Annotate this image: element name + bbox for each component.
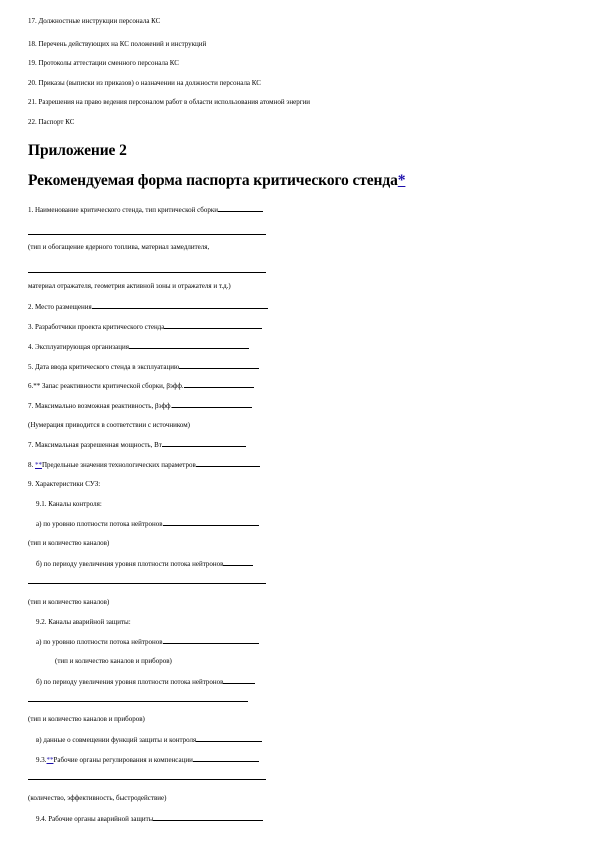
- form-field-9-1b: [36, 559, 253, 569]
- form-field-9-4: [36, 814, 263, 824]
- field-label: 6.** Запас реактивности критической сборки, βэфф.: [28, 382, 184, 390]
- fill-line: [179, 362, 259, 369]
- form-field-4: [28, 342, 249, 352]
- field-note: материал отражателя, геометрия активной зоны и отражателя и т.д.): [28, 282, 231, 290]
- form-field-9-3: [36, 755, 259, 765]
- form-field-7b: [28, 440, 246, 450]
- form-field-7: [28, 401, 252, 411]
- field-note: (количество, эффективность, быстродействие): [28, 794, 167, 802]
- field-prefix: 9.3.: [36, 756, 47, 764]
- field-label: 4. Эксплуатирующая организация: [28, 343, 129, 351]
- list-item: 20. Приказы (выписки из приказов) о назначении на должности персонала КС: [28, 79, 261, 87]
- fill-line: [196, 735, 262, 742]
- form-title-text: Рекомендуемая форма паспорта критического стенда: [28, 172, 398, 189]
- form-field-6: [28, 381, 254, 391]
- form-field-9: 9. Характеристики СУЗ:: [28, 480, 101, 488]
- field-label: б) по периоду увеличения уровня плотности потока нейтронов: [36, 560, 224, 568]
- fill-line: [196, 460, 260, 467]
- form-field-2: [28, 302, 268, 312]
- fill-line: [129, 342, 249, 349]
- fill-line: [163, 637, 259, 644]
- fill-line: [28, 234, 266, 235]
- form-field-1: [28, 205, 263, 215]
- fill-line: [164, 322, 262, 329]
- form-field-9-2b: [36, 677, 255, 687]
- list-item: 21. Разрешения на право ведения персоналом работ в области использования атомной энергии: [28, 98, 311, 106]
- fill-line: [184, 381, 254, 388]
- fill-line: [223, 677, 255, 684]
- field-note: (тип и обогащение ядерного топлива, материал замедлителя,: [28, 243, 210, 251]
- list-item: 19. Протоколы аттестации сменного персонала КС: [28, 59, 179, 67]
- form-title: [28, 172, 405, 190]
- field-label: Предельные значения технологических параметров: [42, 461, 196, 469]
- form-field-8: [28, 460, 260, 470]
- form-field-9-2c: [36, 735, 262, 745]
- field-note: (тип и количество каналов и приборов): [28, 715, 145, 723]
- footnote-link[interactable]: **: [46, 756, 54, 764]
- field-note: (тип и количество каналов и приборов): [55, 657, 172, 665]
- list-item: 18. Перечень действующих на КС положений и инструкций: [28, 40, 207, 48]
- field-label: 7. Максимальная разрешенная мощность, Вт: [28, 441, 162, 449]
- fill-line: [218, 205, 263, 212]
- fill-line: [153, 814, 263, 821]
- form-field-9-2a: [36, 637, 259, 647]
- form-field-3: [28, 322, 262, 332]
- form-field-5: [28, 362, 259, 372]
- field-note: (тип и количество каналов): [28, 539, 110, 547]
- subsection-9-2: 9.2. Каналы аварийной защиты:: [36, 618, 131, 626]
- footnote-link[interactable]: **: [35, 461, 42, 469]
- field-label: 3. Разработчики проекта критического стенда: [28, 323, 165, 331]
- field-note: (тип и количество каналов): [28, 598, 110, 606]
- fill-line: [163, 519, 259, 526]
- fill-line: [28, 779, 266, 780]
- field-prefix: 8.: [28, 461, 34, 469]
- fill-line: [28, 701, 248, 702]
- field-label: б) по периоду увеличения уровня плотности потока нейтронов: [36, 678, 224, 686]
- fill-line: [28, 583, 266, 584]
- fill-line: [223, 559, 253, 566]
- field-label: 7. Максимально возможная реактивность, βэфф.: [28, 402, 173, 410]
- field-label: 1. Наименование критического стенда, тип критической сборки: [28, 206, 219, 214]
- fill-line: [162, 440, 246, 447]
- fill-line: [92, 302, 268, 309]
- footnote-link[interactable]: *: [397, 172, 406, 189]
- field-label: 5. Дата ввода критического стенда в эксплуатацию: [28, 363, 180, 371]
- appendix-title: Приложение 2: [28, 142, 127, 159]
- subsection-9-1: 9.1. Каналы контроля:: [36, 500, 102, 508]
- field-label: в) данные о совмещении функций защиты и контроля: [36, 736, 197, 744]
- fill-line: [172, 401, 252, 408]
- list-item: 17. Должностные инструкции персонала КС: [28, 17, 161, 25]
- fill-line: [193, 755, 259, 762]
- field-label: а) по уровню плотности потока нейтронов: [36, 638, 163, 646]
- fill-line: [28, 272, 266, 273]
- form-field-9-1a: [36, 519, 259, 529]
- list-item: 22. Паспорт КС: [28, 118, 75, 126]
- field-label: Рабочие органы регулирования и компенсации: [53, 756, 193, 764]
- field-label: 2. Место размещения: [28, 303, 92, 311]
- field-label: а) по уровню плотности потока нейтронов: [36, 520, 163, 528]
- field-label: 9.4. Рабочие органы аварийной защиты: [36, 815, 154, 823]
- field-note: (Нумерация приводится в соответствии с источником): [28, 421, 191, 429]
